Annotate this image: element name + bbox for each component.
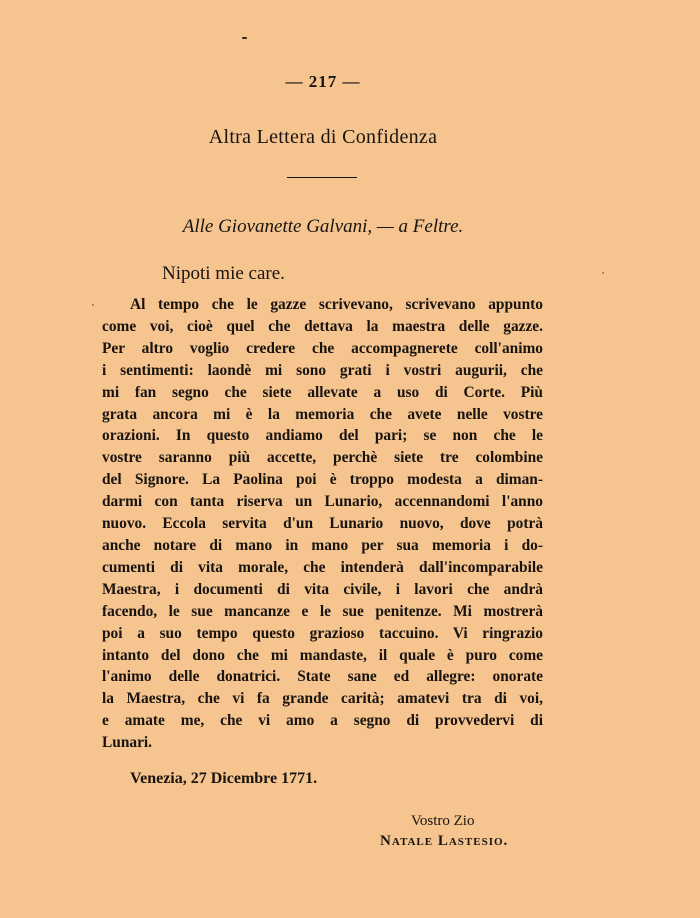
body-line: poi a suo tempo questo grazioso taccuino. Vi ringrazio: [102, 624, 543, 642]
body-line: grata ancora mi è la memoria che avete nelle vostre: [102, 405, 543, 423]
body-line: intanto del dono che mi mandaste, il quale è puro come: [102, 646, 543, 664]
body-line: l'animo delle donatrici. State sane ed allegre: onorate: [102, 668, 543, 686]
ink-speck: [242, 37, 247, 39]
letter-body: [102, 294, 543, 754]
body-line: e amate me, che vi amo a segno di provvedervi di: [102, 712, 543, 730]
body-line: vostre saranno più accette, perchè siete tre colombine: [102, 449, 543, 467]
body-line: darmi con tanta riserva un Lunario, accennandomi l'anno: [102, 493, 543, 511]
ink-speck: [602, 272, 604, 274]
body-line: mi fan segno che siete allevate a uso di Corte. Più: [102, 383, 543, 401]
letter-salutation: Nipoti mie care.: [162, 263, 285, 284]
body-line: la Maestra, che vi fa grande carità; amatevi tra di voi,: [102, 690, 543, 708]
ink-speck: [92, 304, 94, 306]
letter-signature: Natale Lastesio.: [380, 833, 509, 849]
body-line: Maestra, i documenti di vita civile, i lavori che andrà: [102, 580, 543, 598]
body-line: cumenti di vita morale, che intenderà dall'incomparabile: [102, 558, 543, 576]
body-line: orazioni. In questo andiamo del pari; se non che le: [102, 427, 543, 445]
page-number: — 217 —: [285, 72, 361, 91]
body-line: Per altro voglio credere che accompagnerete coll'animo: [102, 339, 543, 357]
heading-divider: [287, 177, 357, 178]
letter-addressee: Alle Giovanette Galvani, — a Feltre.: [182, 216, 464, 237]
body-line: come voi, cioè quel che dettava la maestra delle gazze.: [102, 317, 543, 335]
body-line: i sentimenti: laondè mi sono grati i vostri augurii, che: [102, 361, 543, 379]
place-and-date: Venezia, 27 Dicembre 1771.: [130, 770, 318, 787]
body-line: anche notare di mano in mano per sua memoria i do-: [102, 536, 543, 554]
body-line: Al tempo che le gazze scrivevano, scrivevano appunto: [130, 296, 543, 313]
letter-closing: Vostro Zio: [411, 813, 475, 829]
body-line: del Signore. La Paolina poi è troppo modesta a diman-: [102, 471, 543, 489]
body-line: nuovo. Eccola servita d'un Lunario nuovo, dove potrà: [102, 515, 543, 533]
body-line: facendo, le sue mancanze e le sue penitenze. Mi mostrerà: [102, 602, 543, 620]
letter-heading: Altra Lettera di Confidenza: [208, 126, 438, 148]
body-line: Lunari.: [102, 734, 153, 752]
